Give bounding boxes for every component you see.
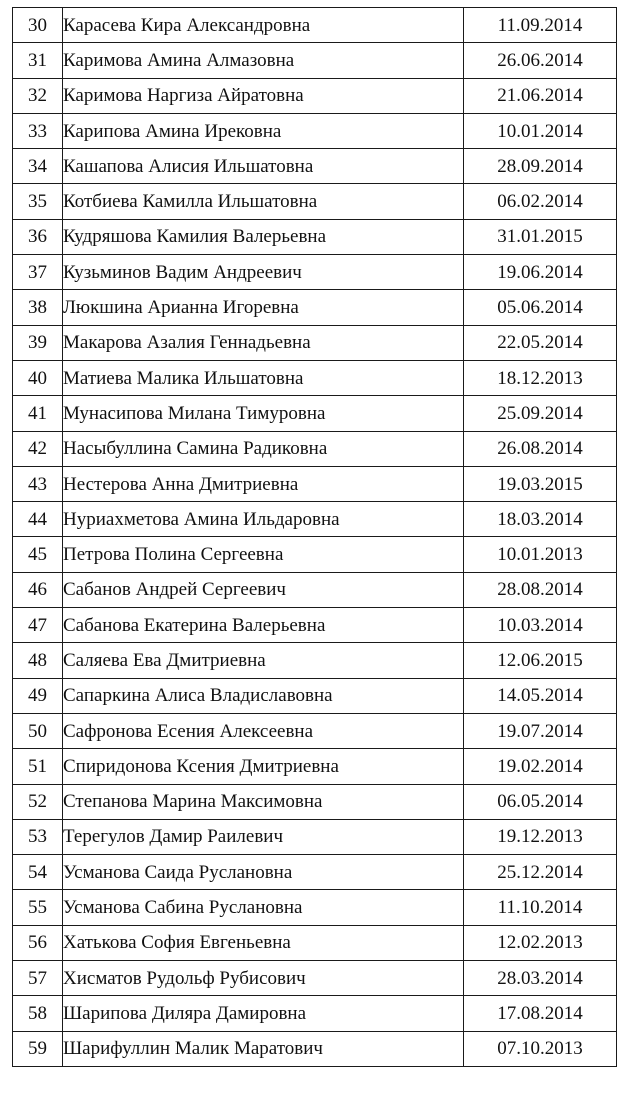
table-row	[13, 255, 617, 290]
birth-date: 14.05.2014	[464, 678, 617, 713]
student-name: Нестерова Анна Дмитриевна	[63, 466, 464, 501]
birth-date: 10.01.2013	[464, 537, 617, 572]
table-row	[13, 290, 617, 325]
birth-date: 28.03.2014	[464, 961, 617, 996]
student-name: Матиева Малика Ильшатовна	[63, 360, 464, 395]
row-number: 39	[13, 325, 63, 360]
row-number: 31	[13, 43, 63, 78]
birth-date: 06.02.2014	[464, 184, 617, 219]
row-number: 47	[13, 608, 63, 643]
student-name: Мунасипова Милана Тимуровна	[63, 396, 464, 431]
birth-date: 25.09.2014	[464, 396, 617, 431]
row-number: 57	[13, 961, 63, 996]
student-name: Макарова Азалия Геннадьевна	[63, 325, 464, 360]
table-row	[13, 749, 617, 784]
birth-date: 26.08.2014	[464, 431, 617, 466]
row-number: 59	[13, 1031, 63, 1066]
birth-date: 19.12.2013	[464, 819, 617, 854]
row-number: 45	[13, 537, 63, 572]
row-number: 34	[13, 149, 63, 184]
student-name: Каримова Амина Алмазовна	[63, 43, 464, 78]
student-name: Сабанов Андрей Сергеевич	[63, 572, 464, 607]
row-number: 43	[13, 466, 63, 501]
student-name: Спиридонова Ксения Дмитриевна	[63, 749, 464, 784]
table-row	[13, 113, 617, 148]
table-row	[13, 961, 617, 996]
student-name: Нуриахметова Амина Ильдаровна	[63, 502, 464, 537]
row-number: 42	[13, 431, 63, 466]
table-row	[13, 396, 617, 431]
table-row	[13, 678, 617, 713]
table-row	[13, 1031, 617, 1066]
birth-date: 10.01.2014	[464, 113, 617, 148]
row-number: 48	[13, 643, 63, 678]
table-row	[13, 819, 617, 854]
row-number: 54	[13, 855, 63, 890]
student-name: Усманова Сабина Руслановна	[63, 890, 464, 925]
birth-date: 05.06.2014	[464, 290, 617, 325]
row-number: 58	[13, 996, 63, 1031]
birth-date: 06.05.2014	[464, 784, 617, 819]
birth-date: 12.06.2015	[464, 643, 617, 678]
student-name: Карипова Амина Ирековна	[63, 113, 464, 148]
table-row	[13, 925, 617, 960]
student-name: Сабанова Екатерина Валерьевна	[63, 608, 464, 643]
table-row	[13, 78, 617, 113]
birth-date: 25.12.2014	[464, 855, 617, 890]
table-row	[13, 890, 617, 925]
table-row	[13, 184, 617, 219]
row-number: 38	[13, 290, 63, 325]
table-row	[13, 43, 617, 78]
table-row	[13, 8, 617, 43]
birth-date: 19.02.2014	[464, 749, 617, 784]
row-number: 51	[13, 749, 63, 784]
birth-date: 18.03.2014	[464, 502, 617, 537]
table-row	[13, 643, 617, 678]
row-number: 50	[13, 713, 63, 748]
student-name: Саляева Ева Дмитриевна	[63, 643, 464, 678]
row-number: 37	[13, 255, 63, 290]
row-number: 53	[13, 819, 63, 854]
student-name: Кашапова Алисия Ильшатовна	[63, 149, 464, 184]
table-row	[13, 713, 617, 748]
student-name: Насыбуллина Самина Радиковна	[63, 431, 464, 466]
table-row	[13, 502, 617, 537]
birth-date: 31.01.2015	[464, 219, 617, 254]
birth-date: 12.02.2013	[464, 925, 617, 960]
student-name: Хисматов Рудольф Рубисович	[63, 961, 464, 996]
birth-date: 28.08.2014	[464, 572, 617, 607]
birth-date: 19.07.2014	[464, 713, 617, 748]
birth-date: 18.12.2013	[464, 360, 617, 395]
student-name: Каримова Наргиза Айратовна	[63, 78, 464, 113]
table-row	[13, 219, 617, 254]
birth-date: 17.08.2014	[464, 996, 617, 1031]
student-name: Сафронова Есения Алексеевна	[63, 713, 464, 748]
student-name: Степанова Марина Максимовна	[63, 784, 464, 819]
row-number: 49	[13, 678, 63, 713]
table-row	[13, 431, 617, 466]
student-name: Люкшина Арианна Игоревна	[63, 290, 464, 325]
student-name: Усманова Саида Руслановна	[63, 855, 464, 890]
table-row	[13, 572, 617, 607]
table-row	[13, 537, 617, 572]
table-row	[13, 325, 617, 360]
birth-date: 07.10.2013	[464, 1031, 617, 1066]
student-name: Хатькова София Евгеньевна	[63, 925, 464, 960]
student-name: Шарипова Диляра Дамировна	[63, 996, 464, 1031]
row-number: 52	[13, 784, 63, 819]
table-row	[13, 149, 617, 184]
student-name: Шарифуллин Малик Маратович	[63, 1031, 464, 1066]
student-name: Карасева Кира Александровна	[63, 8, 464, 43]
birth-date: 11.09.2014	[464, 8, 617, 43]
row-number: 40	[13, 360, 63, 395]
birth-date: 26.06.2014	[464, 43, 617, 78]
table-row	[13, 996, 617, 1031]
table-row	[13, 608, 617, 643]
table-row	[13, 855, 617, 890]
student-name: Сапаркина Алиса Владиславовна	[63, 678, 464, 713]
row-number: 35	[13, 184, 63, 219]
table-row	[13, 784, 617, 819]
birth-date: 19.03.2015	[464, 466, 617, 501]
student-name: Кузьминов Вадим Андреевич	[63, 255, 464, 290]
table-row	[13, 466, 617, 501]
student-list-table	[12, 7, 617, 1067]
birth-date: 21.06.2014	[464, 78, 617, 113]
student-name: Петрова Полина Сергеевна	[63, 537, 464, 572]
student-name: Терегулов Дамир Раилевич	[63, 819, 464, 854]
student-list-body	[13, 8, 617, 1067]
student-name: Котбиева Камилла Ильшатовна	[63, 184, 464, 219]
row-number: 46	[13, 572, 63, 607]
row-number: 56	[13, 925, 63, 960]
birth-date: 10.03.2014	[464, 608, 617, 643]
row-number: 41	[13, 396, 63, 431]
table-row	[13, 360, 617, 395]
row-number: 30	[13, 8, 63, 43]
row-number: 36	[13, 219, 63, 254]
birth-date: 11.10.2014	[464, 890, 617, 925]
student-name: Кудряшова Камилия Валерьевна	[63, 219, 464, 254]
row-number: 55	[13, 890, 63, 925]
birth-date: 19.06.2014	[464, 255, 617, 290]
row-number: 33	[13, 113, 63, 148]
birth-date: 28.09.2014	[464, 149, 617, 184]
birth-date: 22.05.2014	[464, 325, 617, 360]
row-number: 44	[13, 502, 63, 537]
row-number: 32	[13, 78, 63, 113]
